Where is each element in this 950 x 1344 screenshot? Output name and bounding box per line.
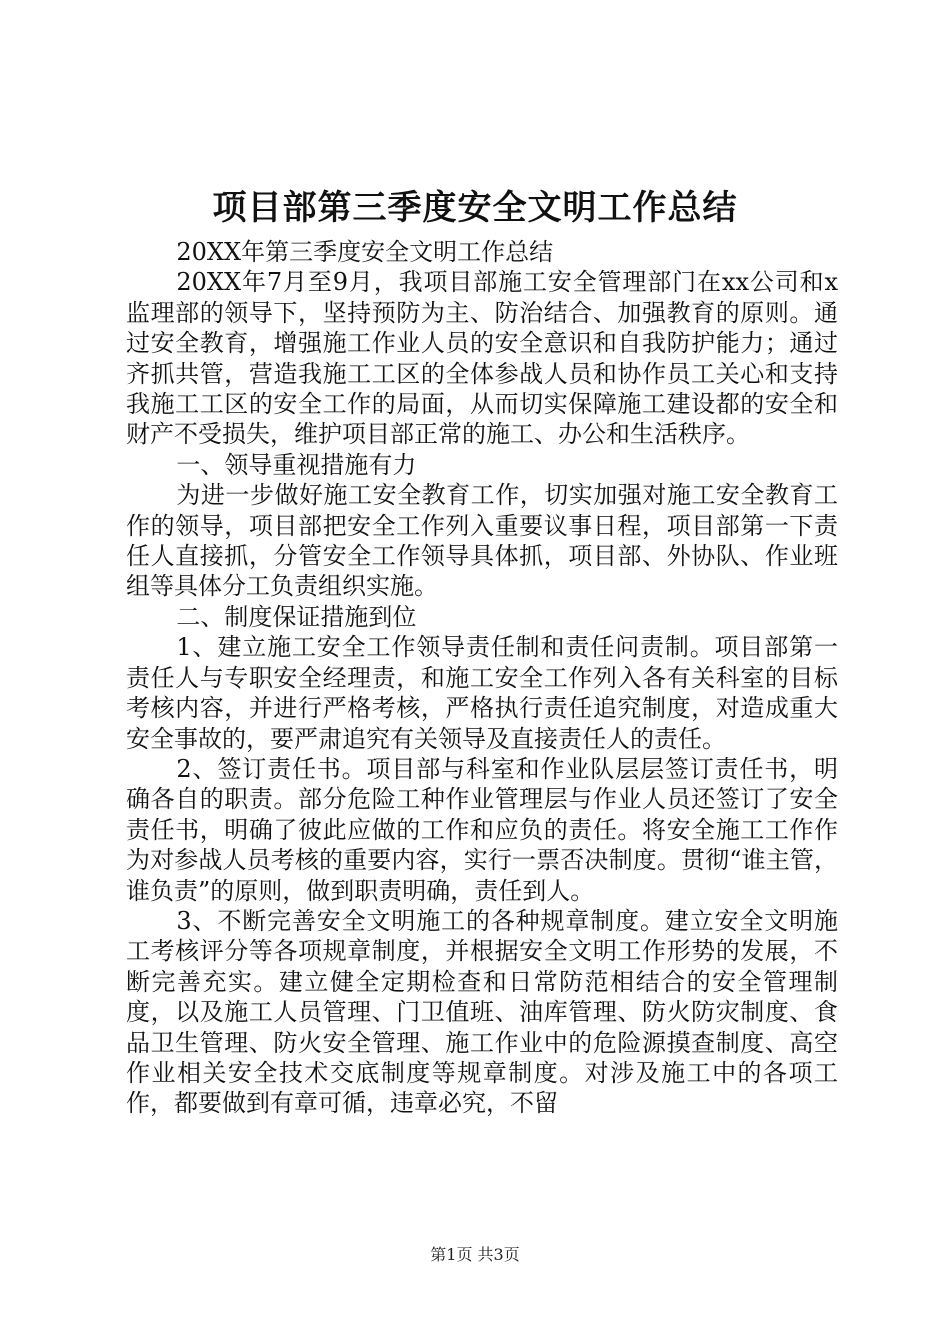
section-heading-2: 二、制度保证措施到位 <box>176 602 417 631</box>
paragraph-item-1: 1、建立施工安全工作领导责任制和责任问责制。项目部第一责任人与专职安全经理责，和施工安全工作列入各有关科室的目标考核内容，并进行严格考核，严格执行责任追究制度，对造成重大安全事故的，要严肃追究有关领导及直接责任人的责任。 <box>126 633 838 753</box>
paragraph-item-2: 2、签订责任书。项目部与科室和作业队层层签订责任书，明确各自的职责。部分危险工种作业管理层与作业人员还签订了安全责任书，明确了彼此应做的工作和应负的责任。将安全施工工作作为对参战人员考核的重要内容，实行一票否决制度。贯彻“谁主管，谁负责”的原则，做到职责明确，责任到人。 <box>126 754 838 905</box>
document-title: 项目部第三季度安全文明工作总结 <box>212 188 738 228</box>
document-body <box>126 237 838 1119</box>
paragraph-intro: 20XX年7月至9月，我项目部施工安全管理部门在xx公司和x监理部的领导下，坚持预防为主、防治结合、加强教育的原则。通过安全教育，增强施工作业人员的安全意识和自我防护能力；通过齐抓共管，营造我施工工区的全体参战人员和协作员工关心和支持我施工工区的安全工作的局面，从而切实保障施工建设都的安全和财产不受损失，维护项目部正常的施工、办公和生活秩序。 <box>126 268 838 449</box>
page-footer: 第1页 共3页 <box>430 1245 520 1264</box>
paragraph-subtitle: 20XX年第三季度安全文明工作总结 <box>176 238 554 266</box>
paragraph-section-1: 为进一步做好施工安全教育工作，切实加强对施工安全教育工作的领导，项目部把安全工作列入重要议事日程，项目部第一下责任人直接抓，分管安全工作领导具体抓，项目部、外协队、作业班组等具体分工负责组织实施。 <box>126 481 838 601</box>
paragraph-item-3: 3、不断完善安全文明施工的各种规章制度。建立安全文明施工考核评分等各项规章制度，并根据安全文明工作形势的发展，不断完善充实。建立健全定期检查和日常防范相结合的安全管理制度，以及施工人员管理、门卫值班、油库管理、防火防灾制度、食品卫生管理、防火安全管理、施工作业中的危险源摸查制度、高空作业相关安全技术交底制度等规章制度。对涉及施工中的各项工作，都要做到有章可循，违章必究，不留 <box>126 906 838 1118</box>
section-heading-1: 一、领导重视措施有力 <box>176 450 417 479</box>
